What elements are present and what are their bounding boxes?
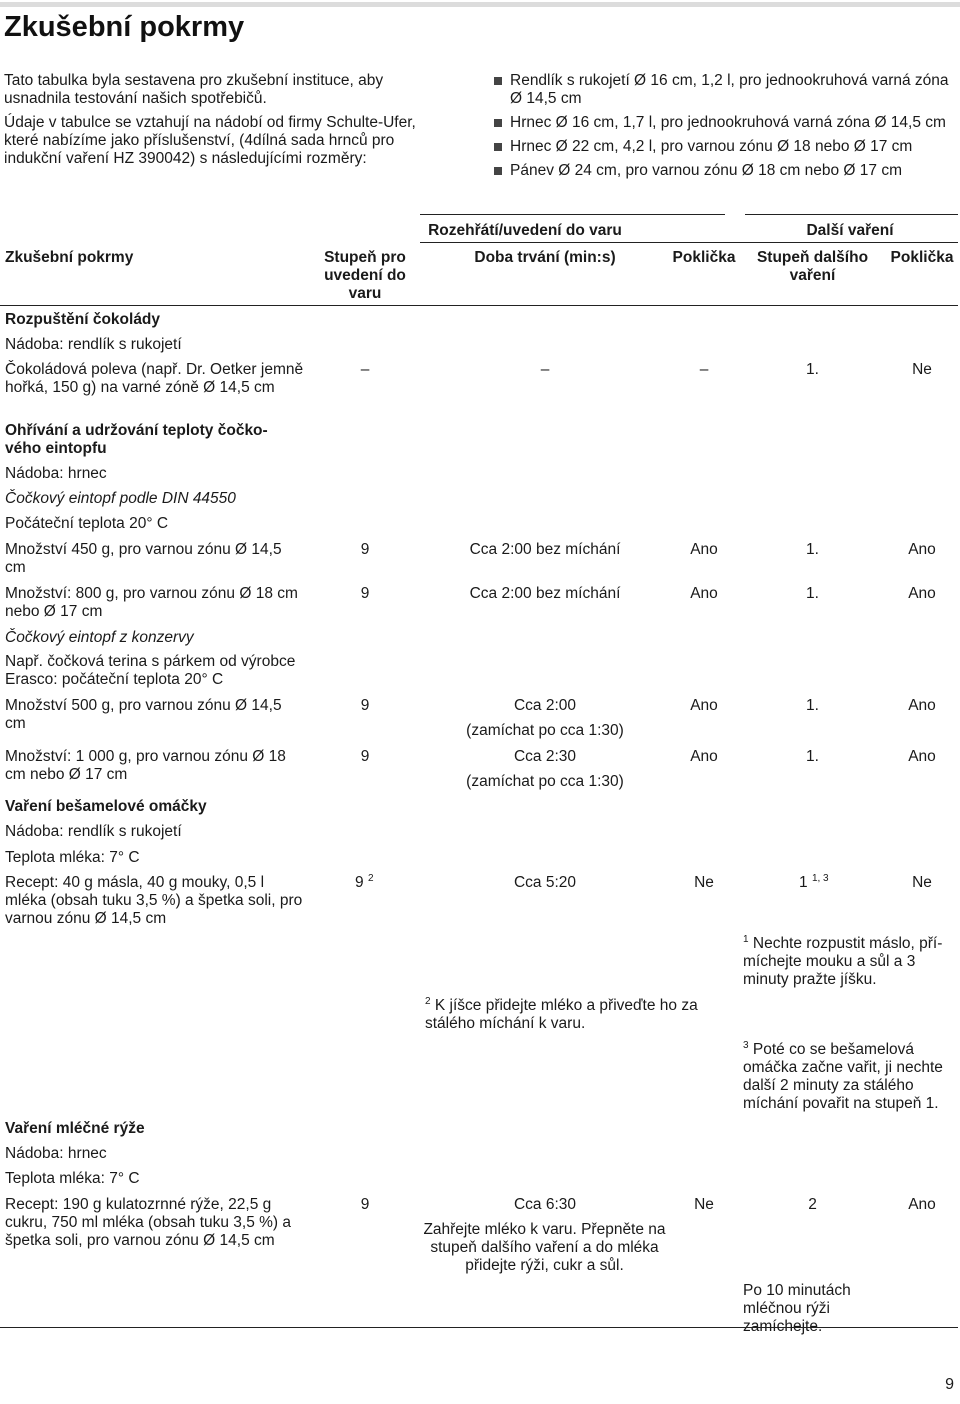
list-item: Rendlík s rukojetí Ø 16 cm, 1,2 l, pro jednookruhová varná zóna Ø 14,5 cm: [493, 72, 958, 108]
group-rule-heating: [420, 214, 725, 215]
recipe-text: Recept: 40 g másla, 40 g mouky, 0,5 l mléka (obsah tuku 3,5 %) a špetka soli, pro varnou zónu Ø 14,5 cm: [5, 874, 303, 927]
start-temp-text: Počáteční teplota 20° C: [5, 515, 169, 532]
further-note: Po 10 minutách mléčnou rýži zamíchejte.: [743, 1282, 851, 1335]
vessel-text: Nádoba: hrnec: [5, 465, 107, 482]
cookware-list: [493, 72, 958, 186]
square-bullet-icon: [494, 119, 502, 127]
section-title: Rozpuštění čokolády: [5, 311, 161, 328]
lid-value: Ano: [690, 585, 718, 602]
vessel-text: Nádoba: rendlík s rukojetí: [5, 336, 182, 353]
footnote: $^3$ Poté co se bešamelová omáčka začne vařit, ji nechte další 2 minuty za stálého míchání povařit na stupeň 1.: [743, 1040, 943, 1112]
footnote: $^1$ Nechte rozpustit máslo, pří-míchejte mouku a sůl a 3 minuty pražte jíšku.: [743, 934, 943, 988]
col-header-further-level: Stupeň dalšího vaření: [756, 249, 869, 284]
page-title: Zkušební pokrmy: [4, 11, 245, 43]
item-text: Množství: 800 g, pro varnou zónu Ø 18 cm nebo Ø 17 cm: [5, 585, 298, 620]
footnote: $^2$ K jíšce přidejte mléko a přiveďte ho za stálého míchání k varu.: [425, 996, 698, 1032]
duration-value: Cca 5:20: [513, 874, 577, 891]
further-level-value: 1.: [806, 697, 819, 714]
col-header-duration: Doba trvání (min:s): [474, 249, 616, 266]
further-level-value: 1.: [806, 585, 819, 602]
list-item: Hrnec Ø 16 cm, 1,7 l, pro jednookruhová varná zóna Ø 14,5 cm: [493, 114, 958, 132]
item-text: Množství: 1 000 g, pro varnou zónu Ø 18 cm nebo Ø 17 cm: [5, 748, 286, 783]
level-value: –: [360, 361, 370, 378]
section-title: Vaření bešamelové omáčky: [5, 798, 207, 815]
level-value: 9 $^2$: [355, 873, 374, 891]
lid-value: –: [699, 361, 709, 378]
duration-note: (zamíchat po cca 1:30): [466, 773, 624, 790]
intro-paragraph: Údaje v tabulce se vztahují na nádobí od firmy Schulte-Ufer, které nabízíme jako příslušenství, (4dílná sada hrnců pro indukční vaření HZ 390042) s následujícími rozměry:: [4, 114, 416, 167]
col-header-level: Stupeň pro uvedení do varu: [324, 249, 406, 302]
footnote-ref: 1, 3: [811, 873, 829, 884]
intro-text: [4, 72, 424, 174]
further-lid-value: Ne: [912, 361, 932, 378]
footnote-ref: 2: [367, 873, 374, 884]
col-header-food: Zkušební pokrmy: [5, 249, 134, 266]
further-level-value: 1.: [806, 541, 819, 558]
further-lid-value: Ano: [908, 541, 936, 558]
square-bullet-icon: [494, 77, 502, 85]
page-number: 9: [945, 1376, 954, 1393]
section-title: Ohřívání a udržování teploty čočko-vého eintopfu: [5, 422, 268, 457]
item-text: Čokoládová poleva (např. Dr. Oetker jemně hořká, 150 g) na varné zóně Ø 14,5 cm: [5, 361, 304, 396]
col-header-lid: Poklička: [672, 249, 736, 266]
lid-value: Ano: [690, 541, 718, 558]
group-rule-further: [745, 214, 958, 215]
milk-temp-text: Teplota mléka: 7° C: [5, 849, 140, 866]
top-rule: [0, 2, 960, 7]
header-rule: [0, 305, 958, 306]
section-title: Vaření mléčné rýže: [5, 1120, 145, 1137]
level-value: 9: [360, 1196, 370, 1213]
lid-value: Ne: [694, 874, 714, 891]
further-lid-value: Ne: [912, 874, 932, 891]
further-level-value: 1.: [806, 361, 819, 378]
lid-value: Ne: [694, 1196, 714, 1213]
duration-value: Cca 2:00 bez míchání: [469, 541, 621, 558]
list-item: Pánev Ø 24 cm, pro varnou zónu Ø 18 cm nebo Ø 17 cm: [493, 162, 958, 180]
duration-note: Zahřejte mléko k varu. Přepněte na stupeň dalšího vaření a do mléka přidejte rýži, cukr a sůl.: [423, 1221, 666, 1274]
item-text: Množství 450 g, pro varnou zónu Ø 14,5 cm: [5, 541, 282, 576]
further-level-value: 1.: [806, 748, 819, 765]
further-lid-value: Ano: [908, 748, 936, 765]
duration-value: Cca 2:00: [513, 697, 577, 714]
group-header-further: Další vaření: [806, 222, 894, 239]
square-bullet-icon: [494, 167, 502, 175]
intro-paragraph: Tato tabulka byla sestavena pro zkušební instituce, aby usnadnila testování našich spotřebičů.: [4, 72, 384, 107]
vessel-text: Nádoba: hrnec: [5, 1145, 107, 1162]
level-value: 9: [360, 697, 370, 714]
lid-value: Ano: [690, 697, 718, 714]
col-header-further-lid: Poklička: [890, 249, 954, 266]
duration-note: (zamíchat po cca 1:30): [466, 722, 624, 739]
sub-description: Např. čočková terina s párkem od výrobce Erasco: počáteční teplota 20° C: [5, 653, 296, 688]
further-lid-value: Ano: [908, 585, 936, 602]
subheading: Čočkový eintopf z konzervy: [5, 629, 194, 646]
group-underline: [420, 242, 958, 243]
duration-value: Cca 6:30: [513, 1196, 577, 1213]
level-value: 9: [360, 541, 370, 558]
further-level-value: 1 $^{1, 3}$: [799, 873, 829, 891]
square-bullet-icon: [494, 143, 502, 151]
further-lid-value: Ano: [908, 697, 936, 714]
recipe-text: Recept: 190 g kulatozrnné rýže, 22,5 g cukru, 750 ml mléka (obsah tuku 3,5 %) a špetka soli, pro varnou zónu Ø 14,5 cm: [5, 1196, 292, 1249]
subheading: Čočkový eintopf podle DIN 44550: [5, 490, 236, 507]
further-level-value: 2: [808, 1196, 817, 1213]
milk-temp-text: Teplota mléka: 7° C: [5, 1170, 140, 1187]
group-header-heating: Rozehřátí/uvedení do varu: [428, 222, 622, 239]
table-bottom-rule: [0, 1327, 958, 1328]
duration-value: Cca 2:00 bez míchání: [469, 585, 621, 602]
duration-value: –: [540, 361, 550, 378]
level-value: 9: [360, 585, 370, 602]
level-value: 9: [360, 748, 370, 765]
further-lid-value: Ano: [908, 1196, 936, 1213]
item-text: Množství 500 g, pro varnou zónu Ø 14,5 cm: [5, 697, 282, 732]
lid-value: Ano: [690, 748, 718, 765]
duration-value: Cca 2:30: [513, 748, 577, 765]
vessel-text: Nádoba: rendlík s rukojetí: [5, 823, 182, 840]
list-item: Hrnec Ø 22 cm, 4,2 l, pro varnou zónu Ø 18 nebo Ø 17 cm: [493, 138, 958, 156]
